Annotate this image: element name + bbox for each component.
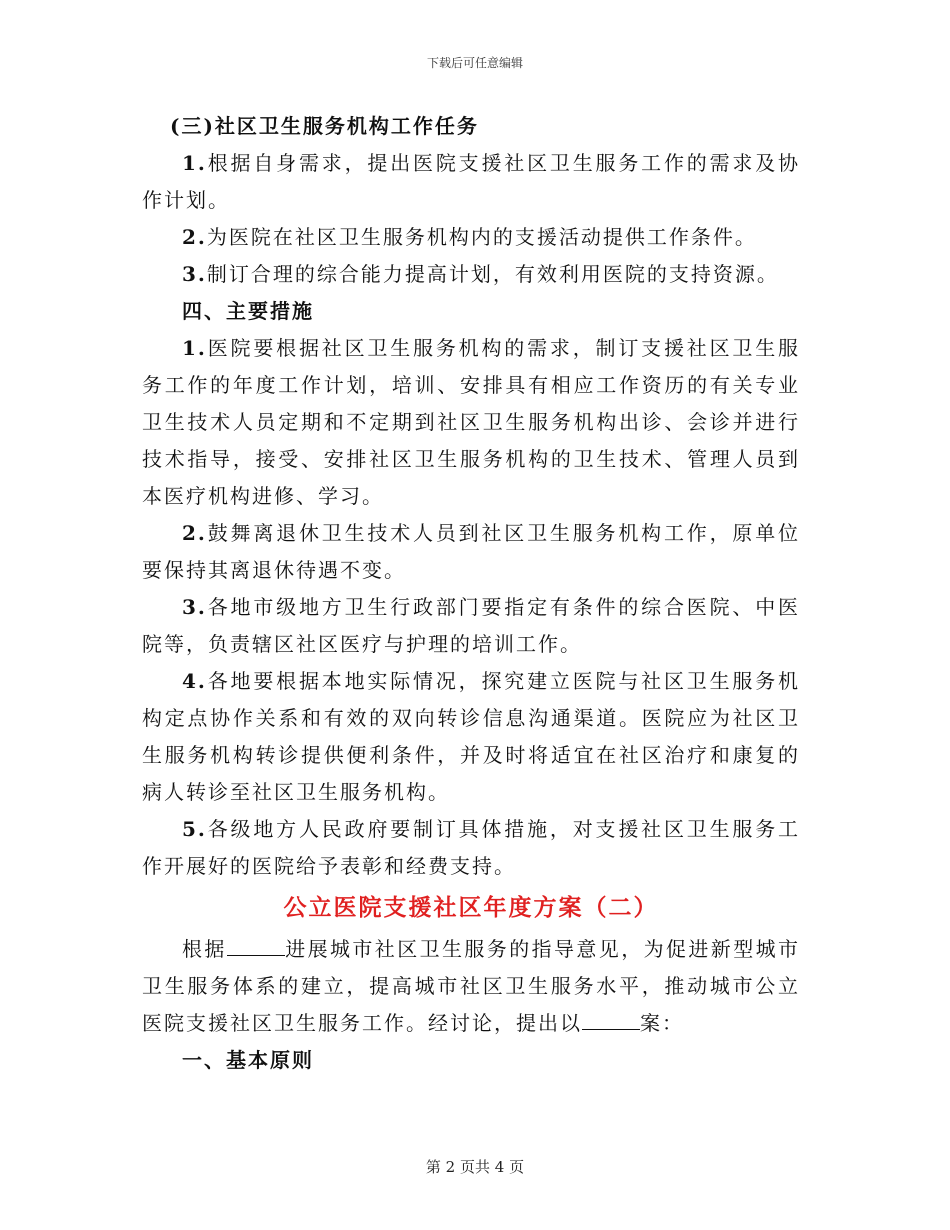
item-text: 鼓舞离退休卫生技术人员到社区卫生服务机构工作，原单位要保持其离退休待遇不变。 bbox=[142, 521, 800, 582]
item-text: 医院要根据社区卫生服务机构的需求，制订支援社区卫生服务工作的年度工作计划，培训、安排具有相应工作资历的有关专业卫生技术人员定期和不定期到社区卫生服务机构出诊、会诊并进行技术指导，接受、安排社区卫生服务机构的卫生技术、管理人员到本医疗机构进修、学习。 bbox=[142, 336, 800, 508]
item-number: 2. bbox=[182, 225, 207, 249]
item-text: 为医院在社区卫生服务机构内的支援活动提供工作条件。 bbox=[206, 225, 757, 249]
list-item bbox=[142, 256, 800, 293]
intro-text-1: 根据 bbox=[182, 937, 227, 961]
item-number: 2. bbox=[182, 521, 207, 545]
document-title-2: 公立医院支援社区年度方案（二） bbox=[283, 894, 659, 921]
list-item bbox=[142, 515, 800, 589]
page-header: 下载后可任意编辑 bbox=[426, 56, 523, 70]
item-text: 各级地方人民政府要制订具体措施，对支援社区卫生服务工作开展好的医院给予表彰和经费支持。 bbox=[142, 817, 800, 878]
item-number: 3. bbox=[182, 262, 207, 286]
intro-paragraph bbox=[142, 931, 800, 1042]
intro-text-2: 进展城市社区卫生服务的指导意见，为促进新型城市卫生服务体系的建立，提高城市社区卫生服务水平，推动城市公立医院支援社区卫生服务工作。经讨论，提出以 bbox=[142, 937, 801, 1035]
item-number: 4. bbox=[182, 669, 207, 693]
item-number: 3. bbox=[182, 595, 207, 619]
list-item bbox=[142, 589, 800, 663]
item-number: 5. bbox=[182, 817, 207, 841]
section-heading-1: 一、基本原则 bbox=[182, 1048, 314, 1072]
blank-underline bbox=[227, 933, 285, 956]
list-item bbox=[142, 811, 800, 885]
list-item bbox=[142, 663, 800, 811]
item-text: 制订合理的综合能力提高计划，有效利用医院的支持资源。 bbox=[206, 262, 779, 286]
list-item bbox=[142, 145, 800, 219]
item-number: 1. bbox=[182, 151, 207, 175]
section-heading-4: 四、主要措施 bbox=[182, 299, 314, 323]
item-text: 各地要根据本地实际情况，探究建立医院与社区卫生服务机构定点协作关系和有效的双向转诊信息沟通渠道。医院应为社区卫生服务机构转诊提供便利条件，并及时将适宜在社区治疗和康复的病人转诊至社区卫生服务机构。 bbox=[142, 669, 800, 804]
item-text: 各地市级地方卫生行政部门要指定有条件的综合医院、中医院等，负责辖区社区医疗与护理的培训工作。 bbox=[142, 595, 800, 656]
list-item bbox=[142, 219, 800, 256]
item-text: 根据自身需求，提出医院支援社区卫生服务工作的需求及协作计划。 bbox=[142, 151, 800, 212]
item-number: 1. bbox=[182, 336, 207, 360]
blank-underline bbox=[582, 1007, 640, 1030]
page-footer: 第 2 页共 4 页 bbox=[425, 1158, 525, 1176]
list-item bbox=[142, 330, 800, 515]
section-heading-3: (三)社区卫生服务机构工作任务 bbox=[170, 114, 479, 138]
intro-text-3: 案： bbox=[640, 1011, 684, 1035]
document-body bbox=[142, 108, 800, 1079]
